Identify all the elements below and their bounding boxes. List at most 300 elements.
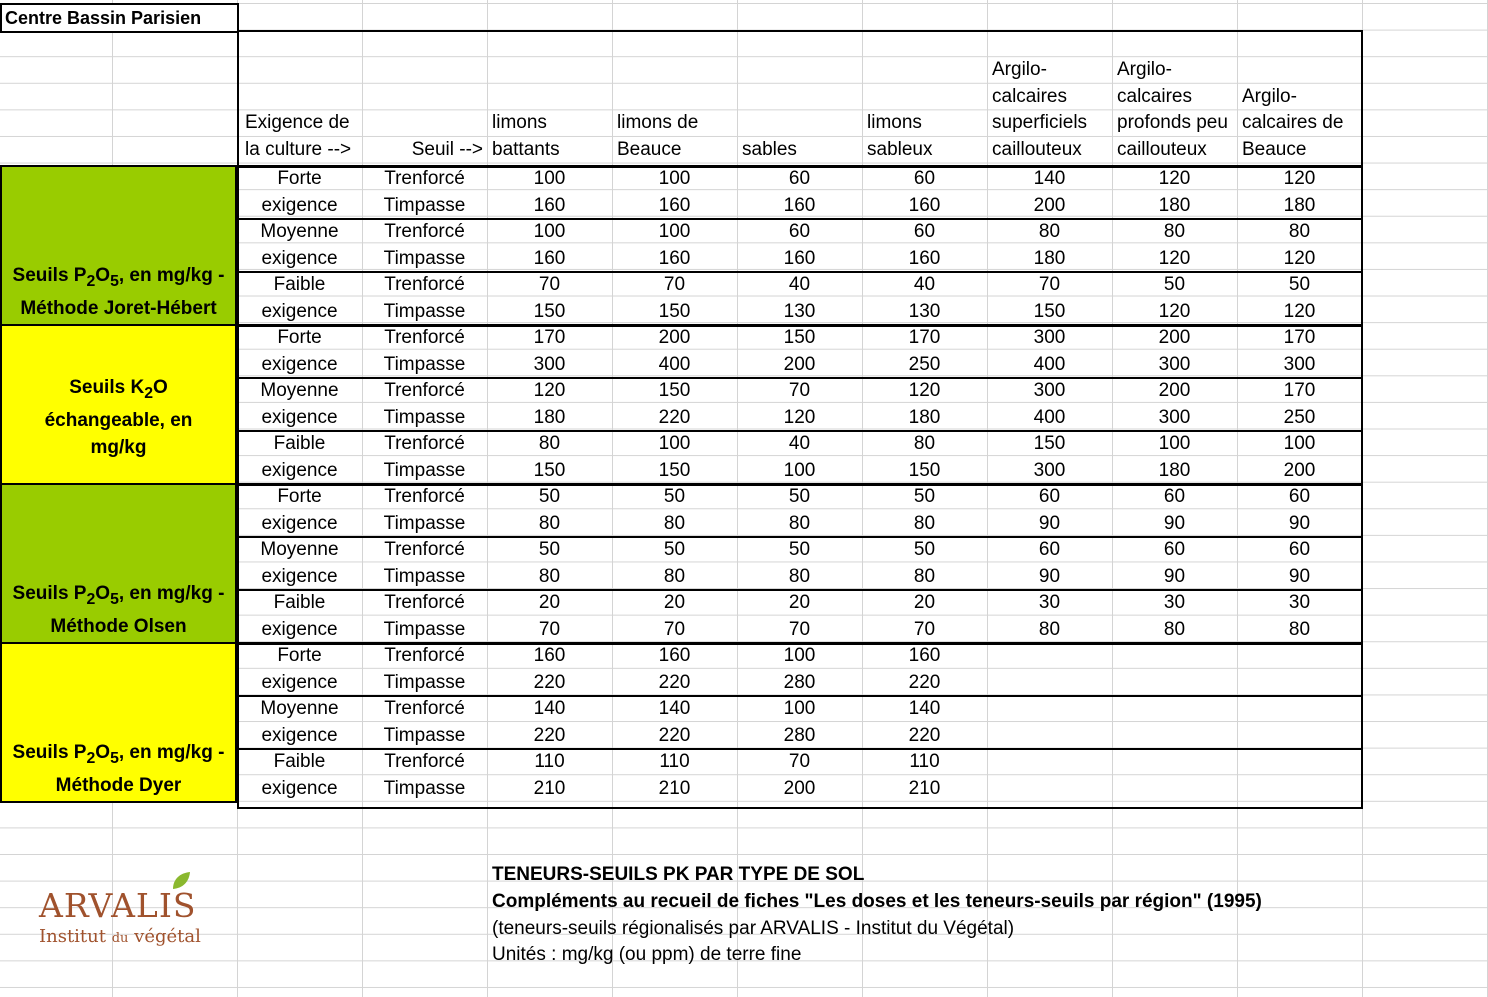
table-cell[interactable]: 120 [1283, 168, 1316, 189]
table-cell[interactable]: 160 [908, 645, 941, 666]
table-cell[interactable]: 90 [1038, 512, 1061, 534]
exigence-label[interactable]: Moyenne [260, 221, 339, 242]
table-cell[interactable]: 20 [913, 592, 936, 613]
seuil-label[interactable]: Timpasse [383, 671, 466, 693]
label-line [45, 434, 193, 461]
label-line [13, 772, 225, 799]
table-cell[interactable]: 170 [908, 327, 941, 348]
table-cell[interactable]: 50 [538, 539, 561, 560]
table-cell[interactable]: 50 [663, 486, 686, 507]
table-cell[interactable]: 210 [533, 777, 566, 799]
seuil-label[interactable]: Timpasse [383, 406, 466, 428]
header-soil-line: caillouteux [1117, 138, 1207, 160]
table-cell[interactable]: 200 [783, 353, 816, 375]
table-cell[interactable]: 180 [533, 406, 566, 428]
table-cell[interactable]: 50 [788, 539, 811, 560]
table-cell[interactable]: 80 [663, 512, 686, 534]
table-cell[interactable]: 170 [533, 327, 566, 348]
table-cell[interactable]: 160 [533, 194, 566, 216]
footer-subtitle[interactable]: Compléments au recueil de fiches "Les doses et les teneurs-seuils par région" (1995) [492, 891, 1262, 912]
table-cell[interactable]: 120 [1158, 300, 1191, 322]
table-cell[interactable]: 70 [788, 618, 811, 640]
table-cell[interactable] [1237, 670, 1362, 697]
seuil-label[interactable]: Timpasse [383, 777, 466, 799]
exigence-label[interactable]: exigence [261, 777, 338, 799]
table-cell[interactable]: 90 [1163, 512, 1186, 534]
table-cell[interactable]: 250 [1283, 406, 1316, 428]
group-divider [237, 589, 1363, 591]
table-cell[interactable]: 70 [788, 380, 811, 401]
table-cell[interactable]: 150 [1033, 433, 1066, 454]
header-soil-line: limons de [617, 112, 699, 133]
region-title-cell[interactable] [0, 3, 239, 33]
label-part: , en mg/kg - [118, 265, 225, 287]
exigence-label[interactable]: Faible [273, 433, 326, 454]
table-cell[interactable] [987, 696, 1112, 723]
section-label-3[interactable] [0, 642, 237, 803]
seuil-label[interactable]: Trenforcé [384, 645, 465, 666]
table-cell[interactable]: 250 [908, 353, 941, 375]
seuil-label[interactable]: Trenforcé [384, 221, 465, 242]
table-cell[interactable]: 180 [1283, 194, 1316, 216]
group-divider [237, 218, 1363, 220]
table-cell[interactable]: 40 [788, 433, 811, 454]
table-cell[interactable]: 300 [1158, 406, 1191, 428]
exigence-label[interactable]: Forte [277, 486, 322, 507]
subscript: 5 [110, 591, 119, 608]
table-cell[interactable]: 100 [1158, 433, 1191, 454]
seuil-label[interactable]: Trenforcé [384, 274, 465, 295]
arvalis-logo [30, 868, 220, 958]
table-cell[interactable]: 120 [1283, 247, 1316, 269]
label-part: O [153, 377, 168, 399]
table-cell[interactable]: 200 [1158, 380, 1191, 401]
section-divider [237, 642, 1363, 645]
exigence-label[interactable]: Faible [273, 592, 326, 613]
table-cell[interactable]: 100 [783, 645, 816, 666]
table-cell[interactable]: 80 [1288, 618, 1311, 640]
table-cell[interactable]: 80 [913, 565, 936, 587]
table-cell[interactable]: 60 [1163, 539, 1186, 560]
section-divider [237, 324, 1363, 327]
table-cell[interactable]: 40 [913, 274, 936, 295]
table-cell[interactable]: 50 [1163, 274, 1186, 295]
table-cell[interactable]: 100 [658, 433, 691, 454]
logo-sub-du: du [111, 931, 129, 946]
label-part: Méthode Joret-Hébert [20, 298, 217, 319]
table-cell[interactable]: 140 [908, 698, 941, 719]
table-cell[interactable]: 280 [783, 671, 816, 693]
exigence-label[interactable]: Forte [277, 168, 322, 189]
seuil-label[interactable]: Timpasse [383, 618, 466, 640]
header-soil-5[interactable] [1112, 57, 1237, 163]
footer-title[interactable]: TENEURS-SEUILS PK PAR TYPE DE SOL [492, 864, 865, 885]
table-cell[interactable] [1237, 749, 1362, 776]
seuil-label[interactable]: Trenforcé [384, 698, 465, 719]
seuil-label[interactable]: Timpasse [383, 459, 466, 481]
seuil-label[interactable]: Trenforcé [384, 433, 465, 454]
table-cell[interactable]: 150 [533, 300, 566, 322]
section-divider [237, 483, 1363, 486]
table-cell[interactable]: 80 [913, 433, 936, 454]
table-cell[interactable]: 160 [908, 194, 941, 216]
seuil-label[interactable]: Timpasse [383, 565, 466, 587]
label-part: mg/kg [90, 436, 147, 458]
table-cell[interactable]: 300 [1158, 353, 1191, 375]
table-cell[interactable]: 160 [908, 247, 941, 269]
table-cell[interactable]: 110 [659, 751, 690, 772]
table-cell[interactable]: 50 [538, 486, 561, 507]
table-cell[interactable] [987, 723, 1112, 750]
group-divider [237, 377, 1363, 379]
table-cell[interactable]: 210 [658, 777, 691, 799]
label-line [13, 295, 225, 322]
table-cell[interactable]: 70 [913, 618, 936, 640]
exigence-label[interactable]: Faible [273, 274, 326, 295]
exigence-label[interactable]: exigence [261, 512, 338, 534]
table-cell[interactable]: 90 [1288, 512, 1311, 534]
header-soil-3[interactable] [862, 110, 987, 163]
table-cell[interactable]: 120 [1158, 247, 1191, 269]
label-part: Seuils P [12, 583, 87, 605]
table-cell[interactable]: 150 [658, 300, 691, 322]
table-cell[interactable]: 80 [1038, 618, 1061, 640]
table-cell[interactable]: 60 [1288, 539, 1311, 560]
table-cell[interactable]: 50 [913, 539, 936, 560]
table-cell[interactable]: 220 [533, 671, 566, 693]
header-soil-line: superficiels [992, 112, 1088, 133]
table-cell[interactable]: 70 [1038, 274, 1061, 295]
seuil-label[interactable]: Timpasse [383, 194, 466, 216]
table-cell[interactable] [987, 670, 1112, 697]
table-cell[interactable]: 80 [538, 433, 561, 454]
label-line [13, 580, 225, 613]
seuil-label[interactable]: Trenforcé [384, 486, 465, 507]
table-cell[interactable]: 100 [533, 168, 566, 189]
table-cell[interactable]: 200 [1158, 327, 1191, 348]
header-soil-6[interactable] [1237, 84, 1362, 164]
header-soil-line: Argilo- [1242, 85, 1297, 107]
seuil-label[interactable]: Trenforcé [384, 592, 465, 613]
header-soil-line: Beauce [617, 138, 682, 160]
table-cell[interactable]: 140 [658, 698, 691, 719]
seuil-label[interactable]: Timpasse [383, 300, 466, 322]
exigence-label[interactable]: Moyenne [260, 380, 339, 401]
table-cell[interactable]: 100 [783, 698, 816, 719]
table-cell[interactable]: 150 [908, 459, 941, 481]
table-cell[interactable]: 100 [658, 168, 691, 189]
subscript: 5 [110, 750, 119, 767]
group-divider [237, 695, 1363, 697]
table-cell[interactable]: 60 [788, 168, 811, 189]
table-cell[interactable]: 180 [1033, 247, 1066, 269]
table-cell[interactable]: 150 [783, 327, 816, 348]
section-label-text [13, 580, 225, 640]
table-cell[interactable]: 280 [783, 724, 816, 746]
exigence-label[interactable]: exigence [261, 671, 338, 693]
seuil-label[interactable]: Timpasse [383, 724, 466, 746]
table-cell[interactable]: 180 [1158, 194, 1191, 216]
header-soil-4[interactable] [987, 57, 1112, 163]
table-cell[interactable]: 200 [658, 327, 691, 348]
table-cell[interactable]: 70 [788, 751, 811, 772]
seuil-label[interactable]: Trenforcé [384, 751, 465, 772]
label-part: Méthode Dyer [55, 775, 182, 796]
label-part: O [95, 265, 111, 287]
table-cell[interactable]: 70 [538, 618, 561, 640]
table-cell[interactable]: 60 [913, 168, 936, 189]
logo-wordmark: ARVALIS [39, 886, 197, 925]
table-cell[interactable]: 120 [1283, 300, 1316, 322]
exigence-label[interactable]: exigence [261, 459, 338, 481]
table-cell[interactable]: 130 [783, 300, 816, 322]
subscript: 2 [144, 384, 153, 402]
table-cell[interactable]: 80 [1288, 221, 1311, 242]
header-exigence-line-2: la culture --> [245, 138, 352, 160]
table-cell[interactable]: 50 [788, 486, 811, 507]
table-cell[interactable] [1112, 723, 1237, 750]
header-soil-line: caillouteux [992, 138, 1082, 160]
table-cell[interactable]: 400 [1033, 353, 1066, 375]
section-label-1[interactable] [0, 324, 237, 485]
exigence-label[interactable]: exigence [261, 406, 338, 428]
table-cell[interactable]: 400 [658, 353, 691, 375]
exigence-label[interactable]: Forte [277, 645, 322, 666]
table-cell[interactable]: 20 [538, 592, 561, 613]
logo-sub-vegetal: végétal [134, 926, 201, 947]
seuil-label[interactable]: Timpasse [383, 512, 466, 534]
table-cell[interactable] [987, 776, 1112, 803]
table-cell[interactable]: 80 [1163, 221, 1186, 242]
table-cell[interactable]: 160 [783, 194, 816, 216]
table-cell[interactable]: 300 [1033, 380, 1066, 401]
table-cell[interactable]: 160 [533, 645, 566, 666]
header-seuil-line-1: Seuil --> [411, 139, 483, 160]
section-label-text [45, 374, 193, 461]
header-soil-line: calcaires [1117, 85, 1192, 107]
section-label-0[interactable] [0, 165, 237, 326]
exigence-label[interactable]: Forte [277, 327, 322, 348]
table-cell[interactable]: 120 [533, 380, 566, 401]
table-cell[interactable]: 300 [1283, 353, 1316, 375]
footer-units[interactable]: Unités : mg/kg (ou ppm) de terre fine [492, 944, 802, 965]
table-cell[interactable]: 80 [538, 512, 561, 534]
group-divider [237, 430, 1363, 432]
label-line [45, 407, 193, 434]
header-soil-line: battants [492, 138, 560, 160]
table-cell[interactable]: 200 [1033, 194, 1066, 216]
label-line [13, 262, 225, 295]
table-cell[interactable]: 300 [1033, 327, 1066, 348]
table-cell[interactable]: 30 [1038, 592, 1061, 613]
table-cell[interactable]: 50 [1288, 274, 1311, 295]
table-cell[interactable]: 80 [663, 565, 686, 587]
table-cell[interactable] [1237, 723, 1362, 750]
table-cell[interactable]: 60 [913, 221, 936, 242]
table-cell[interactable]: 60 [1038, 539, 1061, 560]
table-cell[interactable]: 220 [533, 724, 566, 746]
table-cell[interactable]: 180 [908, 406, 941, 428]
exigence-label[interactable]: exigence [261, 247, 338, 269]
table-cell[interactable]: 140 [533, 698, 566, 719]
table-cell[interactable]: 80 [538, 565, 561, 587]
table-cell[interactable]: 60 [1163, 486, 1186, 507]
table-cell[interactable]: 200 [1283, 459, 1316, 481]
table-cell[interactable]: 130 [908, 300, 941, 322]
group-divider [237, 748, 1363, 750]
table-cell[interactable]: 150 [658, 380, 691, 401]
footer-note[interactable]: (teneurs-seuils régionalisés par ARVALIS - Institut du Végétal) [492, 918, 1015, 939]
table-cell[interactable]: 40 [788, 274, 811, 295]
table-cell[interactable]: 200 [783, 777, 816, 799]
table-cell[interactable]: 90 [1288, 565, 1311, 587]
table-cell[interactable] [1112, 696, 1237, 723]
table-cell[interactable]: 50 [663, 539, 686, 560]
label-line [13, 613, 225, 640]
label-part: , en mg/kg - [118, 742, 225, 764]
table-cell[interactable]: 400 [1033, 406, 1066, 428]
table-cell[interactable]: 60 [1288, 486, 1311, 507]
table-cell[interactable]: 150 [1033, 300, 1066, 322]
exigence-label[interactable]: exigence [261, 353, 338, 375]
exigence-label[interactable]: Moyenne [260, 539, 339, 560]
table-cell[interactable]: 80 [1038, 221, 1061, 242]
table-cell[interactable]: 120 [783, 406, 816, 428]
table-cell[interactable]: 120 [908, 380, 941, 401]
seuil-label[interactable]: Timpasse [383, 247, 466, 269]
table-cell[interactable]: 180 [1158, 459, 1191, 481]
table-cell[interactable]: 80 [788, 512, 811, 534]
table-cell[interactable]: 60 [788, 221, 811, 242]
label-part: O [95, 583, 111, 605]
table-cell[interactable] [1237, 696, 1362, 723]
table-cell[interactable]: 80 [788, 565, 811, 587]
table-cell[interactable]: 110 [534, 751, 565, 772]
table-cell[interactable]: 70 [538, 274, 561, 295]
seuil-label[interactable]: Trenforcé [384, 380, 465, 401]
header-soil-2[interactable] [737, 137, 862, 164]
header-exigence[interactable] [240, 110, 365, 163]
table-cell[interactable] [1112, 643, 1237, 670]
section-label-text [13, 262, 225, 322]
table-cell[interactable]: 30 [1163, 592, 1186, 613]
table-cell[interactable]: 160 [783, 247, 816, 269]
subscript: 2 [86, 591, 96, 608]
header-soil-line: calcaires de [1242, 112, 1344, 133]
table-cell[interactable]: 100 [1283, 433, 1316, 454]
header-soil-0[interactable] [487, 110, 612, 163]
exigence-label[interactable]: exigence [261, 300, 338, 322]
table-cell[interactable]: 150 [658, 459, 691, 481]
table-cell[interactable]: 90 [1163, 565, 1186, 587]
seuil-label[interactable]: Timpasse [383, 353, 466, 375]
exigence-label[interactable]: Faible [273, 751, 326, 772]
table-cell[interactable]: 80 [1163, 618, 1186, 640]
logo-subtitle [39, 926, 201, 947]
seuil-label[interactable]: Trenforcé [384, 539, 465, 560]
section-label-text [13, 739, 225, 799]
header-exigence-line-1: Exigence de [245, 112, 350, 133]
header-seuil[interactable] [362, 137, 487, 164]
table-cell[interactable]: 20 [788, 592, 811, 613]
group-divider [237, 536, 1363, 538]
exigence-label[interactable]: exigence [261, 724, 338, 746]
header-soil-line: limons [867, 112, 922, 133]
exigence-label[interactable]: Moyenne [260, 698, 339, 719]
table-cell[interactable]: 100 [533, 221, 566, 242]
seuil-label[interactable]: Trenforcé [384, 327, 465, 348]
table-cell[interactable]: 210 [908, 777, 941, 799]
table-cell[interactable]: 70 [663, 618, 686, 640]
table-cell[interactable]: 90 [1038, 565, 1061, 587]
table-cell[interactable]: 110 [909, 751, 940, 772]
label-line [45, 374, 193, 407]
section-label-2[interactable] [0, 483, 237, 644]
table-cell[interactable]: 170 [1283, 380, 1316, 401]
header-soil-line: Beauce [1242, 138, 1307, 160]
table-cell[interactable] [987, 643, 1112, 670]
table-cell[interactable]: 160 [658, 645, 691, 666]
label-part: Seuils P [12, 742, 87, 764]
table-cell[interactable]: 220 [908, 671, 941, 693]
table-cell[interactable]: 300 [533, 353, 566, 375]
table-cell[interactable]: 120 [1158, 168, 1191, 189]
header-soil-line: Argilo- [992, 59, 1047, 80]
table-cell[interactable]: 60 [1038, 486, 1061, 507]
table-cell[interactable]: 80 [913, 512, 936, 534]
seuil-label[interactable]: Trenforcé [384, 168, 465, 189]
table-cell[interactable]: 50 [913, 486, 936, 507]
table-cell[interactable]: 100 [783, 459, 816, 481]
table-cell[interactable]: 160 [658, 194, 691, 216]
table-cell[interactable] [987, 749, 1112, 776]
region-title: Centre Bassin Parisien [5, 8, 202, 28]
label-part: Méthode Olsen [50, 616, 187, 637]
table-cell[interactable] [1112, 776, 1237, 803]
subscript: 2 [86, 273, 96, 290]
table-cell[interactable]: 20 [663, 592, 686, 613]
table-cell[interactable]: 150 [533, 459, 566, 481]
table-cell[interactable]: 30 [1288, 592, 1311, 613]
table-cell[interactable] [1237, 643, 1362, 670]
table-cell[interactable] [1237, 776, 1362, 803]
table-cell[interactable]: 160 [658, 247, 691, 269]
table-cell[interactable]: 220 [658, 406, 691, 428]
table-cell[interactable]: 160 [533, 247, 566, 269]
header-soil-line: profonds peu [1117, 112, 1228, 133]
exigence-label[interactable]: exigence [261, 565, 338, 587]
header-soil-1[interactable] [612, 110, 737, 163]
label-part: Seuils P [12, 265, 87, 287]
header-soil-line: Argilo- [1117, 59, 1172, 80]
table-cell[interactable]: 220 [658, 724, 691, 746]
table-cell[interactable]: 100 [658, 221, 691, 242]
table-cell[interactable]: 70 [663, 274, 686, 295]
table-cell[interactable]: 300 [1033, 459, 1066, 481]
table-cell[interactable] [1112, 670, 1237, 697]
table-cell[interactable]: 140 [1033, 168, 1066, 189]
section-divider [237, 165, 1363, 168]
label-part: Seuils K [69, 377, 145, 399]
table-cell[interactable] [1112, 749, 1237, 776]
exigence-label[interactable]: exigence [261, 194, 338, 216]
table-cell[interactable]: 220 [658, 671, 691, 693]
subscript: 5 [110, 273, 119, 290]
table-cell[interactable]: 220 [908, 724, 941, 746]
exigence-label[interactable]: exigence [261, 618, 338, 640]
table-cell[interactable]: 170 [1283, 327, 1316, 348]
label-line [13, 739, 225, 772]
